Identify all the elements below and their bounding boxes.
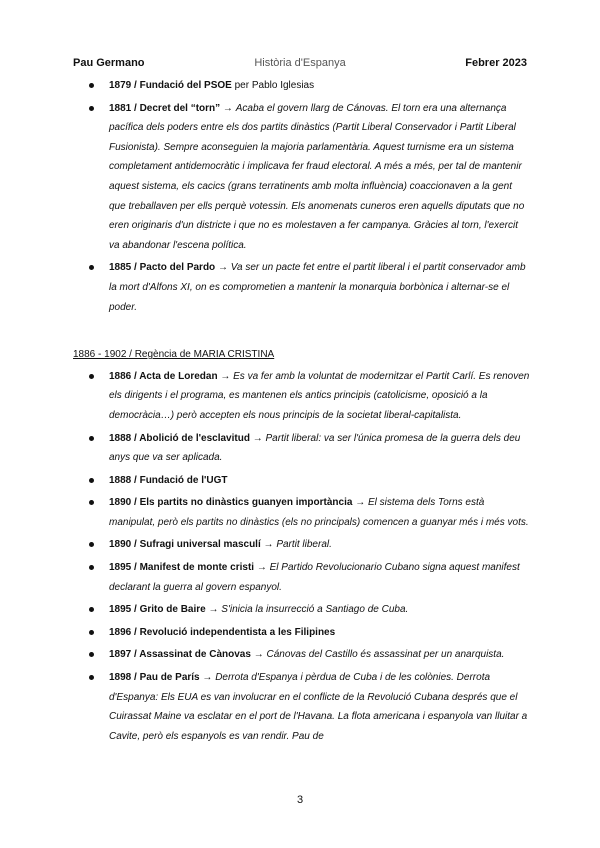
page-number: 3: [296, 794, 304, 806]
item-description: Va ser un pacte fet entre el partit liberal i el partit conservador amb la mort d'Alfons XI, on es comprometien a mantenir la monarquia borbònica i alternar-se el poder.: [109, 262, 526, 313]
item-heading: 1890 / Els partits no dinàstics guanyen importància: [109, 497, 353, 509]
item-heading: 1898 / Pau de París: [109, 672, 200, 684]
bullet-icon: [89, 500, 94, 505]
list-item: [73, 429, 531, 468]
item-description: Partit liberal.: [276, 539, 332, 551]
item-heading: 1879 / Fundació del PSOE: [109, 80, 232, 91]
bullet-icon: [89, 652, 94, 657]
bullet-icon: [89, 542, 94, 547]
item-connector: →: [250, 649, 267, 661]
list-item: [73, 645, 531, 665]
item-heading: 1888 / Fundació de l'UGT: [109, 474, 228, 486]
item-connector: →: [199, 672, 216, 684]
item-heading: 1897 / Assassinat de Cànovas: [109, 649, 251, 661]
header-author: Pau Germano: [73, 57, 145, 69]
list-item: [73, 668, 531, 746]
bullet-icon: [89, 436, 94, 441]
item-heading: 1890 / Sufragi universal masculí: [109, 539, 261, 551]
list-item: [73, 558, 531, 597]
header-date: Febrer 2023: [465, 57, 527, 69]
item-description: El sistema dels Torns està manipulat, però els partits no dinàstics (els no principals) comencen a guanyar més i més vots.: [109, 497, 529, 528]
item-description: El Partido Revolucionario Cubano signa aquest manifest declarant la guerra al govern espanyol.: [109, 562, 520, 593]
item-heading: 1895 / Manifest de monte cristi: [109, 562, 255, 574]
list-item: [73, 623, 531, 643]
list-item: [73, 367, 531, 426]
section-title: 1886 - 1902 / Regència de MARIA CRISTINA: [73, 349, 275, 361]
list-item: [73, 471, 531, 491]
list-item: [73, 76, 531, 96]
bullet-icon: [89, 675, 94, 680]
item-description: Acaba el govern llarg de Cánovas. El torn era una alternança pacífica dels poders entre els dos partits dinàstics (Partit Liberal Conservador i Partit Liberal Fusionista). Sempre aconseguien la majoria parlamentària. Aquest turnisme era un sistema completament antidemocràtic i implicava fer fraud electoral. A més a més, per tal de mantenir aquest sistema, els cacics (grans terratinents amb molta influència) coaccionaven a la gent que treballaven per ells perquè votessin. Els anomenats cuneros eren aquells diputats que no eren originaris d'un districte i que no es molestaven a fer campanya. Gràcies al torn, l'exercit va abandonar l'escena política.: [109, 102, 525, 251]
bullet-icon: [89, 565, 94, 570]
item-heading: 1886 / Acta de Loredan: [109, 370, 218, 382]
bullet-icon: [89, 607, 94, 612]
list-item: [73, 535, 531, 555]
item-description: Es va fer amb la voluntat de modernitzar el Partit Carlí. Es renoven els dirigents i el programa, es mantenen els antics principis (catolicisme, oposició a la democràcia…) però accepten els nous principis de la societat liberal-capitalista.: [109, 370, 530, 421]
item-heading: 1881 / Decret del “torn”: [109, 102, 221, 114]
header-subject: Història d'Espanya: [254, 57, 346, 69]
bullet-icon: [89, 374, 94, 379]
list-item: [73, 493, 531, 532]
bullet-icon: [89, 106, 94, 111]
document-body: [73, 76, 531, 749]
page-header: [73, 57, 527, 73]
item-connector: →: [215, 262, 231, 274]
item-description: Derrota d'Espanya i pèrdua de Cuba i de les colònies. Derrota d'Espanya: Els EUA es van involucrar en el conflicte de la Revolució Cubana després que el Cuirassat Maine va esclatar en el port de l'Havana. La flota americana i espanyola van lluitar a Cavite, però els espanyols es van rendir. Pau de: [109, 672, 528, 742]
timeline-list-2: [73, 367, 531, 747]
bullet-icon: [89, 478, 94, 483]
list-item: [73, 600, 531, 620]
item-description: S'inicia la insurrecció a Santiago de Cuba.: [221, 604, 409, 616]
item-connector: per Pablo Iglesias: [231, 80, 315, 91]
item-description: Partit liberal: va ser l'única promesa de la guerra dels deu anys que va ser aplicada.: [109, 432, 521, 464]
item-connector: →: [260, 539, 277, 551]
bullet-icon: [89, 83, 94, 88]
item-connector: →: [254, 562, 270, 574]
item-connector: →: [217, 370, 234, 382]
item-heading: 1888 / Abolició de l'esclavitud: [109, 432, 250, 444]
timeline-list-1: [73, 76, 531, 317]
item-heading: 1895 / Grito de Baire: [109, 604, 206, 616]
item-connector: →: [249, 432, 266, 444]
item-connector: →: [205, 604, 222, 616]
bullet-icon: [89, 630, 94, 635]
item-heading: 1885 / Pacto del Pardo: [109, 262, 216, 274]
list-item: [73, 258, 531, 317]
item-heading: 1896 / Revolució independentista a les Filipines: [109, 626, 336, 638]
item-connector: →: [220, 102, 236, 114]
item-description: Cánovas del Castillo és assassinat per un anarquista.: [266, 649, 505, 661]
item-connector: →: [352, 497, 368, 509]
bullet-icon: [89, 265, 94, 270]
list-item: [73, 99, 531, 256]
